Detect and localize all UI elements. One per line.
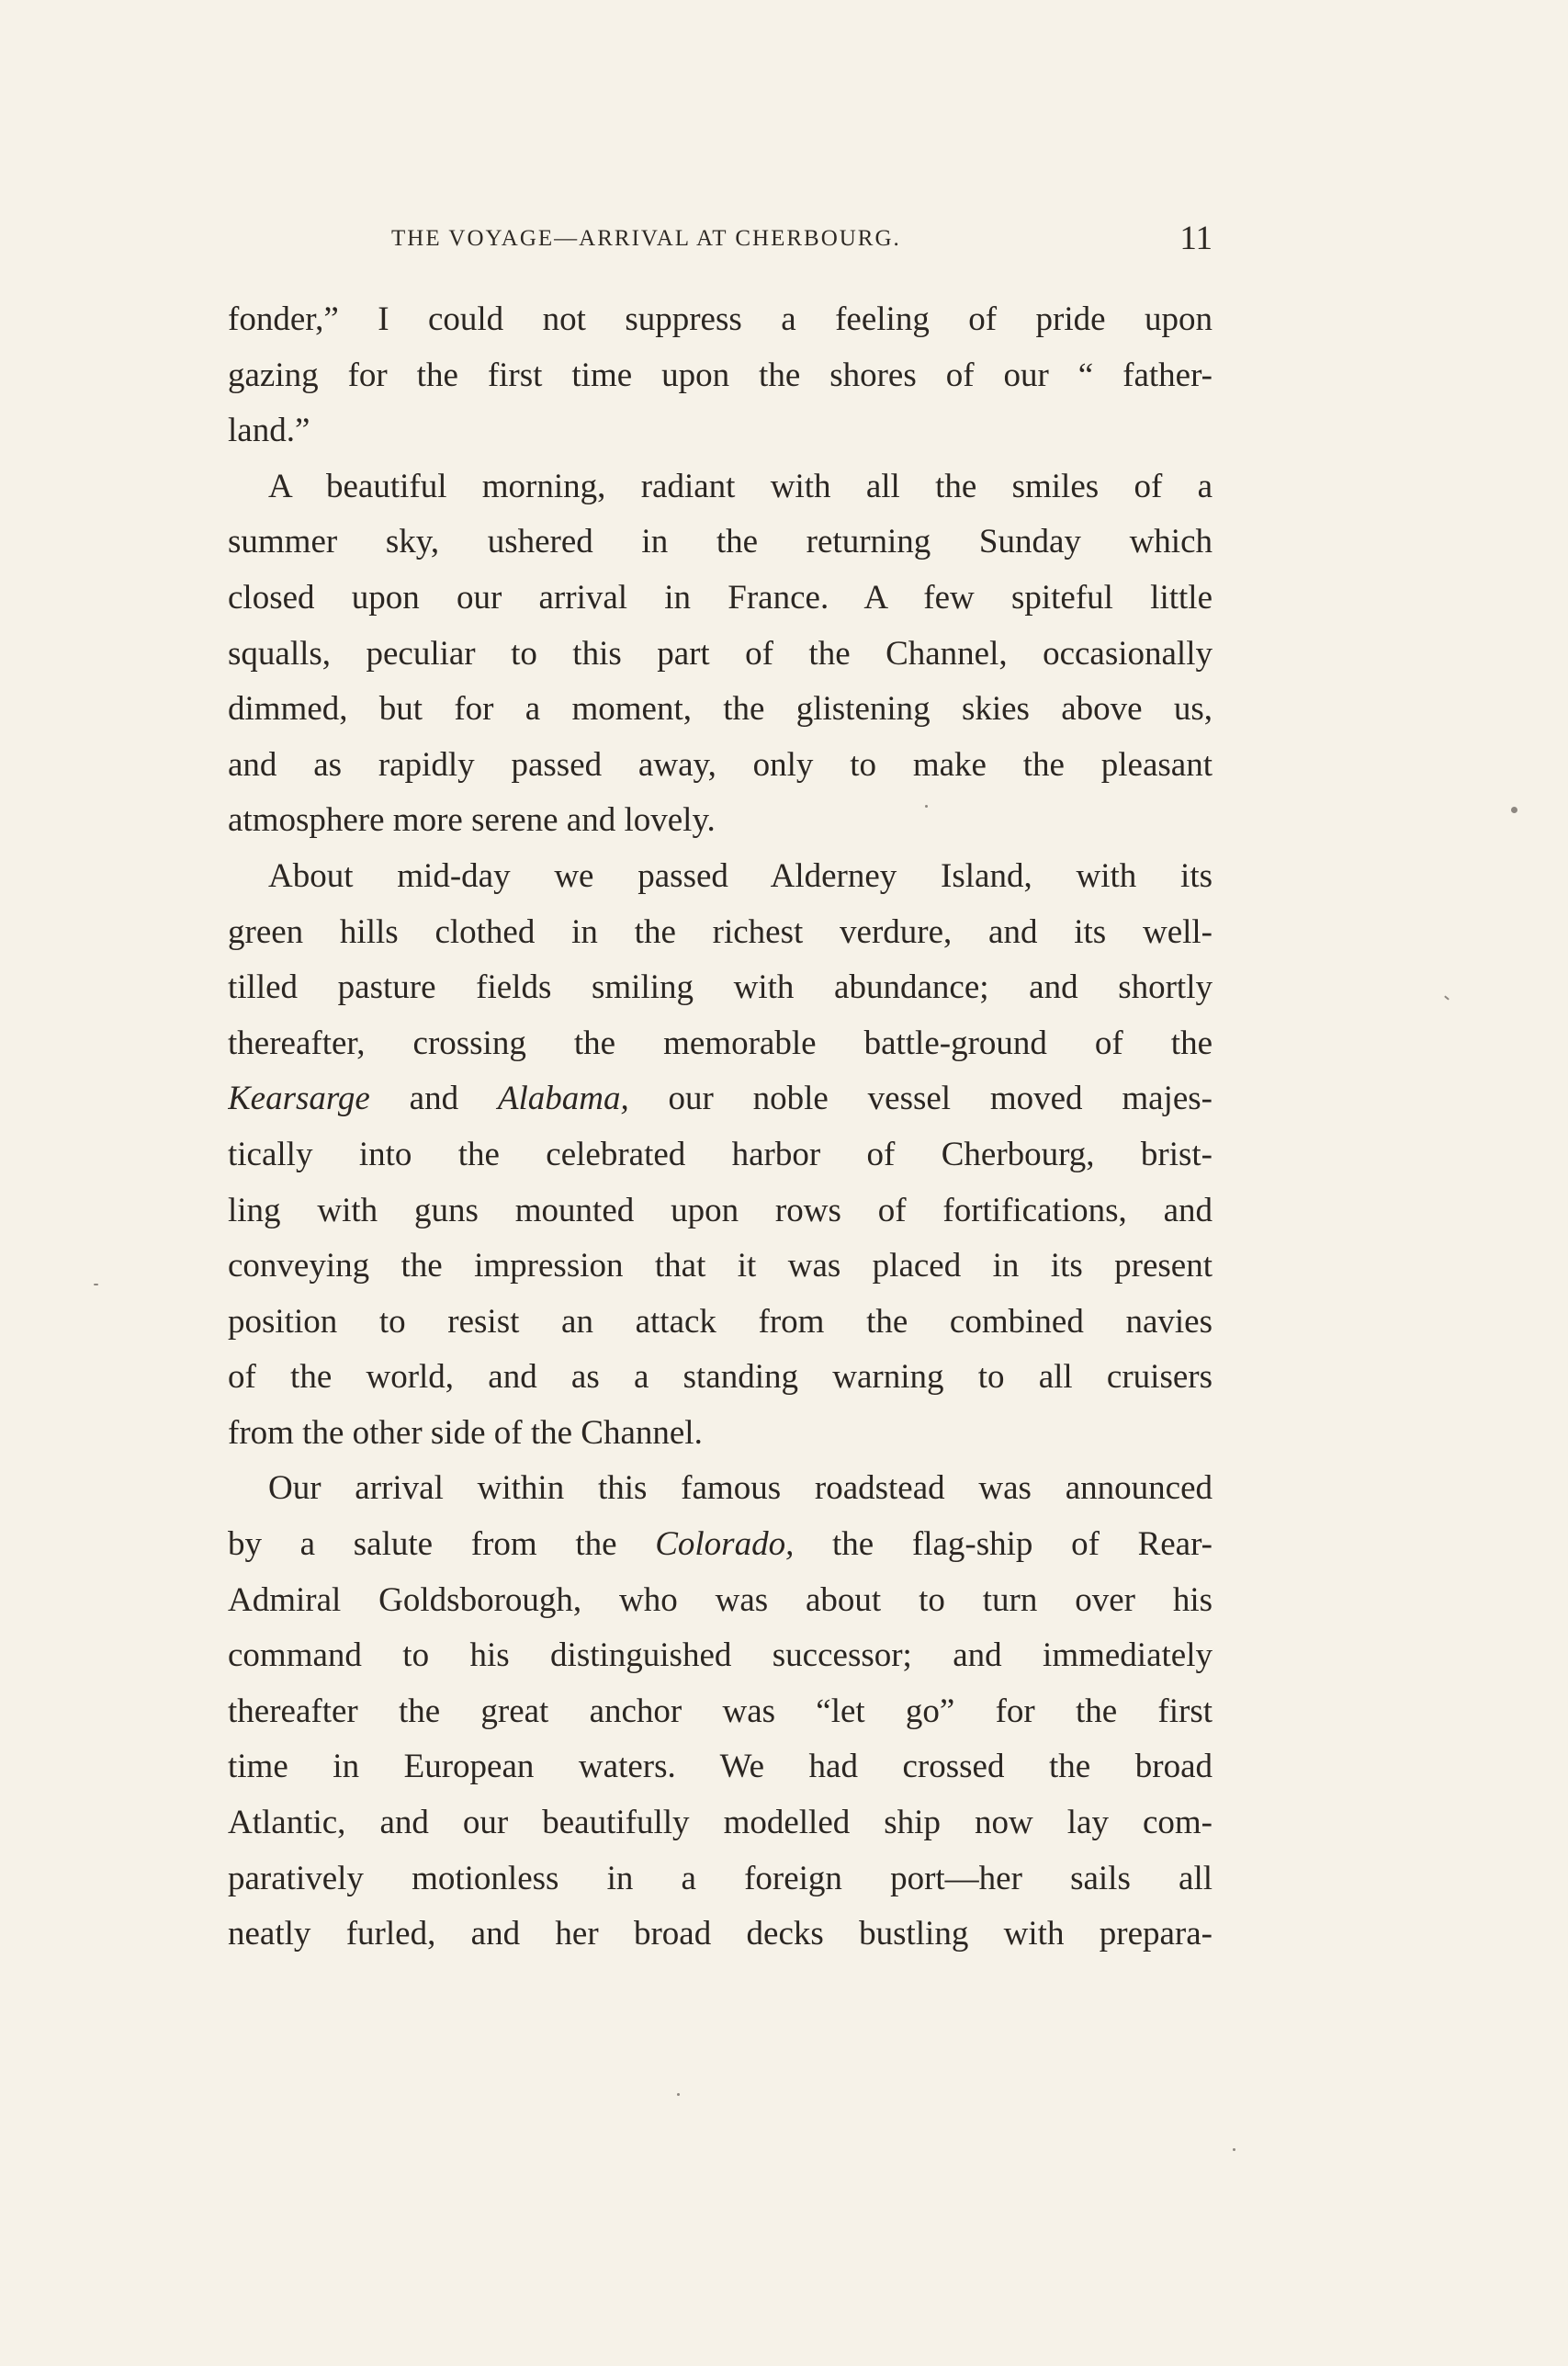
page-header (228, 219, 1213, 263)
paragraph-start-line: Our arrival within this famous roadstead was announced (268, 1469, 1213, 1508)
text-line: Atlantic, and our beautifully modelled ship now lay com- (228, 1804, 1213, 1842)
running-head: THE VOYAGE—ARRIVAL AT CHERBOURG. (391, 226, 901, 251)
text-fragment: the flag-ship of Rear- (794, 1525, 1213, 1564)
paper-speck (1511, 807, 1517, 813)
text-line: land.” (228, 412, 310, 450)
paper-speck (677, 2093, 680, 2096)
text-line: ling with guns mounted upon rows of fortifications, and (228, 1191, 1213, 1229)
text-line: green hills clothed in the richest verdure, and its well- (228, 912, 1213, 951)
text-line: tically into the celebrated harbor of Cherbourg, brist- (228, 1135, 1213, 1173)
text-line: from the other side of the Channel. (228, 1413, 703, 1452)
paper-speck (1233, 2148, 1235, 2151)
paragraph-start-line: About mid-day we passed Alderney Island, with its (268, 856, 1213, 895)
text-line: atmosphere more serene and lovely. (228, 801, 716, 840)
ship-name-alabama: Alabama, (497, 1080, 629, 1118)
text-line: Admiral Goldsborough, who was about to turn over his (228, 1580, 1213, 1619)
text-line: summer sky, ushered in the returning Sunday which (228, 523, 1213, 561)
text-line: tilled pasture fields smiling with abundance; and shortly (228, 968, 1213, 1007)
body-text (228, 292, 1213, 1963)
text-fragment: and (369, 1080, 498, 1118)
text-line: neatly furled, and her broad decks bustling with prepara- (228, 1915, 1213, 1953)
text-line: conveying the impression that it was placed in its present (228, 1247, 1213, 1285)
text-fragment: by a salute from the (228, 1525, 656, 1564)
text-line: fonder,” I could not suppress a feeling of pride upon (228, 300, 1213, 338)
text-line: position to resist an attack from the combined navies (228, 1302, 1213, 1341)
text-line: and as rapidly passed away, only to make the pleasant (228, 745, 1213, 784)
text-line: squalls, peculiar to this part of the Channel, occasionally (228, 634, 1213, 673)
paper-speck (94, 1284, 98, 1285)
text-line: paratively motionless in a foreign port—her sails all (228, 1859, 1213, 1897)
text-line: thereafter the great anchor was “let go” for the first (228, 1692, 1213, 1730)
text-line: thereafter, crossing the memorable battle-ground of the (228, 1024, 1213, 1062)
page-number: 11 (1179, 220, 1213, 257)
paper-speck (1444, 995, 1450, 1000)
text-line: time in European waters. We had crossed the broad (228, 1748, 1213, 1786)
text-line: of the world, and as a standing warning to all cruisers (228, 1358, 1213, 1397)
text-line (228, 1071, 1213, 1127)
paragraph-start-line: A beautiful morning, radiant with all the smiles of a (268, 467, 1213, 505)
text-fragment: our noble vessel moved majes- (628, 1080, 1213, 1118)
text-line (228, 1517, 1213, 1573)
text-line: gazing for the first time upon the shores of our “ father- (228, 356, 1213, 394)
paper-speck (925, 805, 928, 808)
text-line: dimmed, but for a moment, the glistening skies above us, (228, 690, 1213, 729)
text-line: command to his distinguished successor; and immediately (228, 1636, 1213, 1675)
text-line: closed upon our arrival in France. A few spiteful little (228, 578, 1213, 617)
ship-name-kearsarge: Kearsarge (228, 1080, 370, 1118)
ship-name-colorado: Colorado, (655, 1525, 795, 1564)
